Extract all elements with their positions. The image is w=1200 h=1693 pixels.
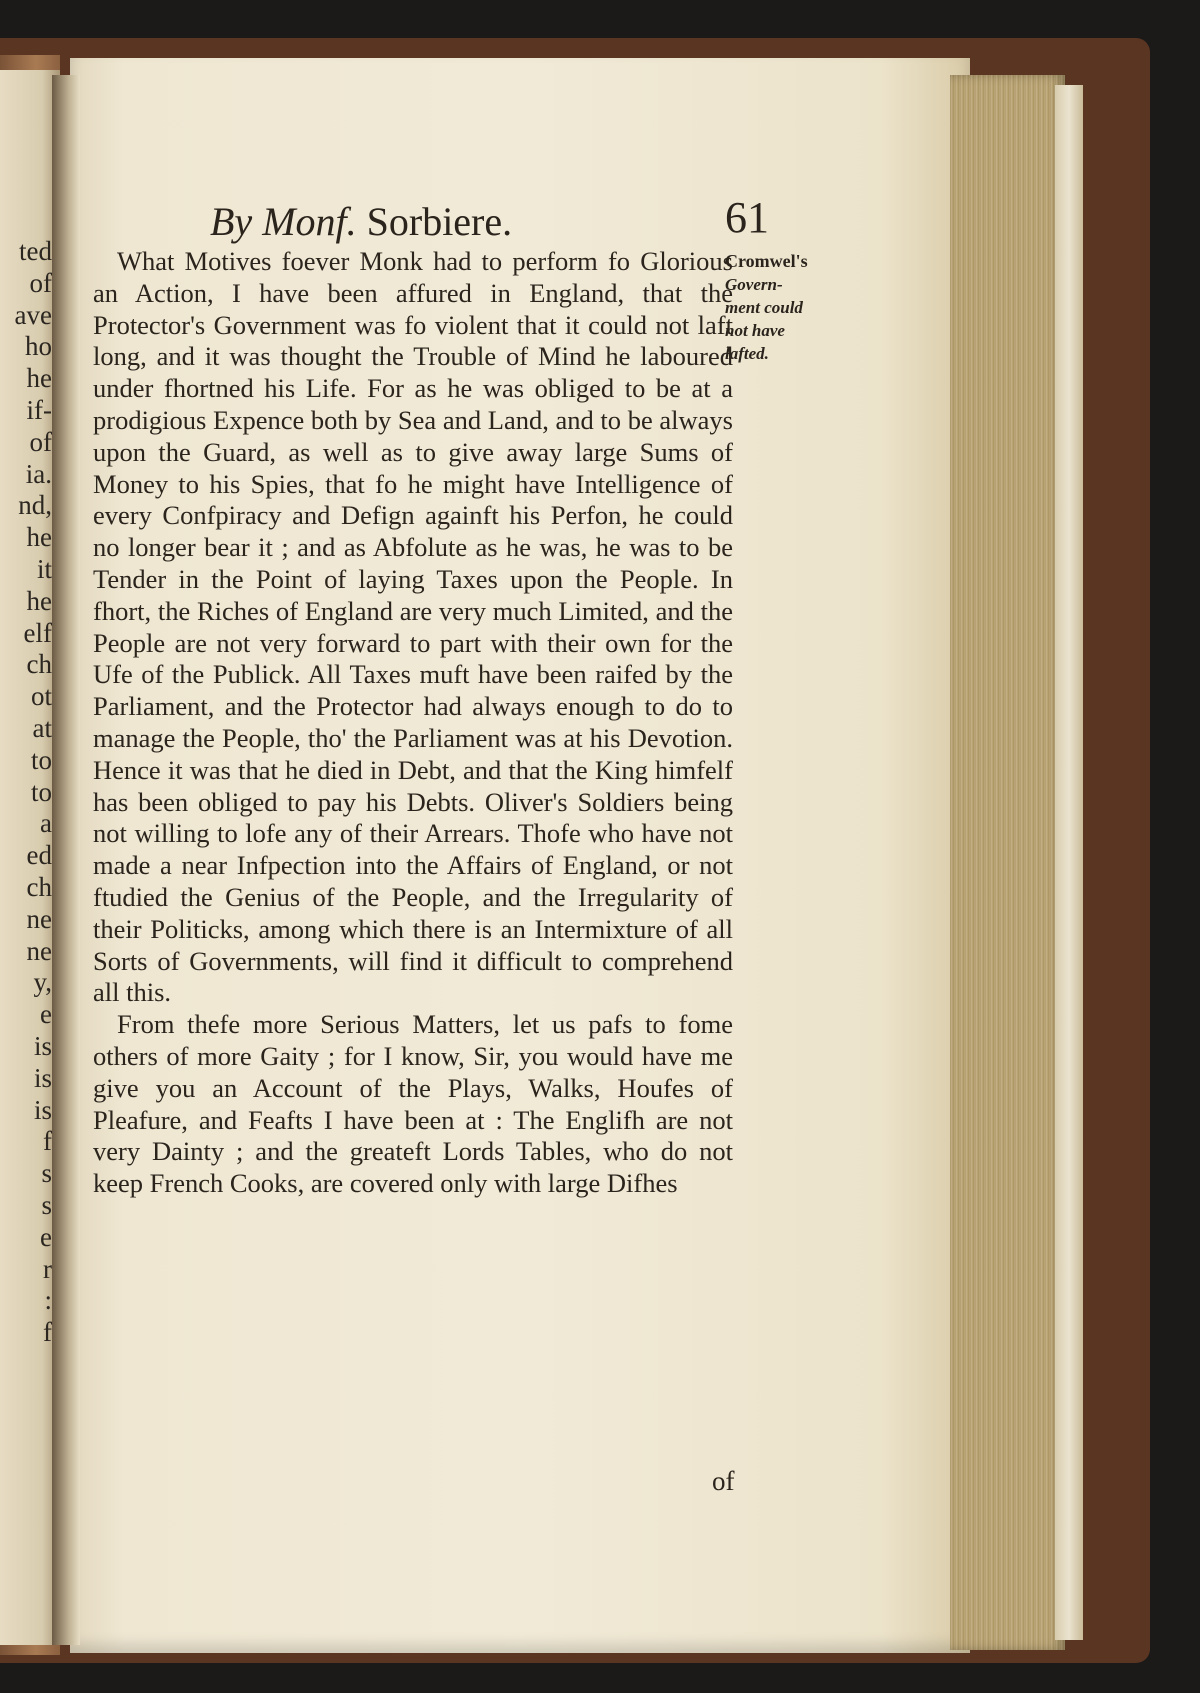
left-page-fragment: to — [30, 744, 52, 775]
marginal-note-line: Cromwel's — [725, 251, 808, 271]
gutter — [52, 75, 80, 1645]
left-page-fragment: e — [40, 1221, 52, 1252]
left-page-fragment: of — [29, 426, 52, 457]
left-page-fragment: at — [32, 713, 52, 743]
left-page-fragment: is — [33, 1094, 52, 1125]
left-page-fragment: y, — [33, 967, 52, 998]
left-page-fragment: is — [33, 1031, 52, 1061]
left-page-fragment: ia. — [25, 458, 52, 489]
left-page-fragment: is — [33, 1062, 52, 1093]
left-page-fragment: ch — [26, 649, 52, 680]
marginal-note-line: Govern- — [725, 275, 783, 294]
left-page-fragment: he — [26, 522, 52, 553]
left-page-fragment: e — [40, 999, 52, 1030]
running-head — [210, 198, 512, 245]
left-page-fragment: f — [43, 1126, 52, 1157]
running-head-name: Sorbiere. — [366, 199, 513, 244]
left-page-fragment: ch — [26, 872, 52, 902]
page-edges-light — [1055, 85, 1083, 1640]
catchword: of — [712, 1466, 735, 1496]
left-page-fragment: he — [26, 585, 52, 616]
left-page-fragment: ted — [19, 236, 52, 266]
left-page-fragment: ot — [30, 681, 52, 712]
left-page-fragment: ne — [26, 935, 52, 966]
left-page-fragment: of — [29, 267, 52, 298]
left-page-fragment: ne — [26, 903, 52, 934]
left-page-fragment: he — [26, 363, 52, 394]
left-page-fragment: nd, — [18, 490, 52, 521]
marginal-note-line: ment could — [725, 298, 803, 317]
left-page-fragment: a — [40, 808, 52, 839]
left-page-fragment: ho — [25, 331, 52, 362]
paragraph-1: What Motives foever Monk had to perform fo Glorious an Action, I have been affured in England, that the Protector's Government was fo violent that it could not laft long, and it was thought the Trouble of Mind he laboured under fhortned his Life. For as he was obliged to be at a prodigious Expence both by Sea and Land, and to be always upon the Guard, as well as to give away large Sums of Money to his Spies, that fo he might have Intelligence of every Confpiracy and Defign againft his Perfon, he could no longer bear it ; and as Abfolute as he was, he was to be Tender in the Point of laying Taxes upon the People. In fhort, the Riches of England are very much Limited, and the People are not very forward to part with their own for the Ufe of the Publick. All Taxes muft have been raifed by the Parliament, and the Protector had always enough to do to manage the People, tho' the Parliament was at his Devotion. Hence it was that he died in Debt, and that the King himfelf has been obliged to pay his Debts. Oliver's Soldiers being not willing to lofe any of their Arrears. Thofe who have not made a near Infpection into the Affairs of England, or not ftudied the Genius of the People, and the Irregularity of their Politicks, among which there is an Intermixture of all Sorts of Governments, will find it difficult to comprehend all this. — [93, 246, 733, 1008]
left-page-fragment: s — [41, 1158, 52, 1189]
running-head-by: By — [210, 199, 253, 244]
left-page-fragment: it — [36, 554, 52, 584]
marginal-note-line: lafted. — [725, 344, 769, 363]
left-page-fragment: ed — [26, 840, 52, 871]
left-page-fragment: ave — [14, 299, 52, 330]
left-page-fragment: f — [43, 1317, 52, 1348]
page-number: 61 — [725, 193, 769, 242]
left-page-fragment: r — [43, 1253, 52, 1284]
left-page — [0, 70, 60, 1645]
marginal-note — [725, 250, 855, 365]
left-page-fragment: if- — [26, 395, 52, 425]
paragraph-2: From thefe more Serious Matters, let us pafs to fome others of more Gaity ; for I know, Sir, you would have me give you an Account of the Plays, Walks, Houfes of Pleafure, and Feafts I have been at : The Englifh are not very Dainty ; and the greateft Lords Tables, who do not keep French Cooks, are covered only with large Difhes — [93, 1009, 733, 1199]
page-edges — [950, 75, 1065, 1650]
running-head-monf: Monf. — [262, 199, 357, 244]
left-page-fragment: s — [41, 1190, 52, 1220]
left-page-fragment: to — [30, 776, 52, 807]
left-page-fragment: elf — [23, 617, 52, 648]
left-page-fragment: : — [44, 1285, 52, 1316]
marginal-note-line: not have — [725, 321, 785, 340]
body-text — [93, 246, 733, 1200]
